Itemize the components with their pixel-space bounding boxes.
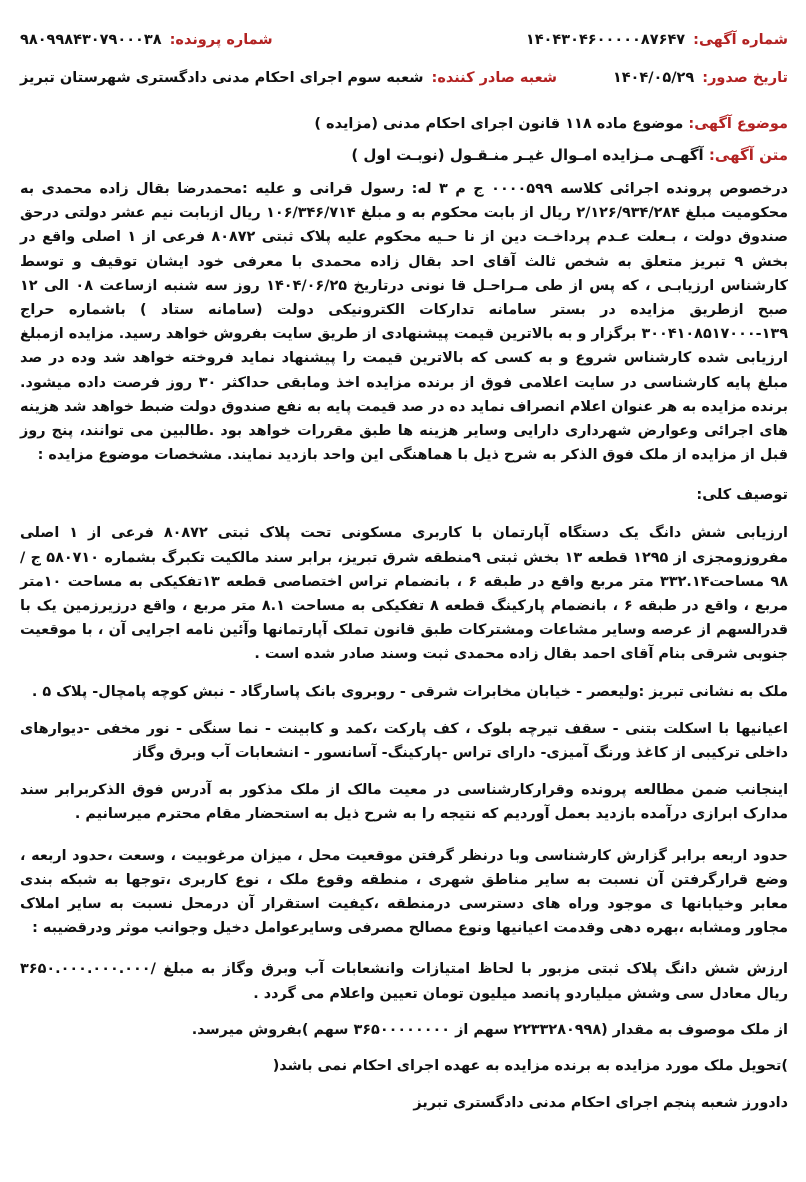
general-description-heading: توصیف کلی: <box>696 487 788 504</box>
property-description: ارزیابی شش دانگ یک دستگاه آپارتمان با کاربری مسکونی تحت پلاک ثبتی ۸۰۸۷۲ فرعی از ۱ اصلی مفروزومجزی از ۱۲۹۵ قطعه ۱۳ بخش ثبتی ۹منطقه شرق تبریز، برابر سند مالکیت تکبرگ بشماره ۵۸۰۷۱۰ ج /۹۸ مساحت۳۳۲.۱۴ متر مربع واقع در طبقه ۶ ، بانضمام تراس اختصاصی قطعه ۱۳تفکیکی به مساحت ۱۰متر مربع ، واقع در طبقه ۶ ، بانضمام پارکینگ قطعه ۸ تفکیکی به مساحت ۸.۱ متر مربع ، واقع درزیرزمین یک با قدرالسهم از عرصه وسایر مشاعات ومشترکات طبق قانون تملک آپارتمانها وآئین نامه اجرایی آن ، با موقعیت جنوبی شرقی بنام آقای احمد بقال زاده محمدی ثبت وسند صادر شده است . <box>20 525 788 663</box>
issuer-value: شعبه سوم اجرای احکام مدنی دادگستری شهرستان تبریز <box>20 70 424 86</box>
expert-statement: اینجانب ضمن مطالعه پرونده وقرارکارشناسی در معیت مالک از ملک مذکور به آدرس فوق الذکربرابر سند مدارک ابرازی درآمده بازدید بعمل آوردیم که نتیجه را به شرح ذیل به استحضار مقام محترم میرسانیم . <box>20 782 788 823</box>
valuation-amount: ارزش شش دانگ پلاک ثبتی مزبور با لحاظ امتیازات وانشعابات آب وبرق وگاز به مبلغ /۳۶۵۰.۰۰۰.۰۰۰.۰۰۰ ریال معادل سی وشش میلیاردو پانصد میلیون تومان تعیین واعلام می گردد . <box>20 961 788 1002</box>
share-for-sale: از ملک موصوف به مقدار (۲۲۳۳۲۸۰۹۹۸ سهم از ۳۶۵۰۰۰۰۰۰۰۰ سهم )بفروش میرسد. <box>191 1021 788 1038</box>
ad-subject-value: موضوع ماده ۱۱۸ قانون اجرای احکام مدنی (مزایده ) <box>314 116 684 132</box>
ad-text-label: متن آگهی: <box>708 146 788 164</box>
case-number-label: شماره پرونده: <box>169 32 273 48</box>
issue-date <box>613 68 788 88</box>
header-row-bottom <box>20 68 788 88</box>
valuation-criteria: حدود اربعه برابر گزارش کارشناسی وبا درنظر گرفتن موقعیت محل ، میزان مرغوبیت ، وسعت ،حدود اربعه ، وضع قرارگرفتن آن نسبت به سایر مناطق شهری ، منطقه وقوع ملک ، نوع کاربری ،توجها به شبکه بندی معابر وخیابانها ی موجود وراه های دسترسی درمنطقه ،کیفیت استقرار آن درمحل نسبت به سایر املاک مجاور ومشابه ،بهره دهی وقدمت اعیانیها ونوع مصالح مصرفی وسایرعوامل دخیل وجوانب موثر ودرقضیبه : <box>20 847 788 937</box>
ad-text-title: آگهـی مـزایده امـوال غیـر منـقـول (نوبـت اول ) <box>351 146 704 164</box>
issue-date-value: ۱۴۰۴/۰۵/۲۹ <box>612 70 695 86</box>
ad-subject-label: موضوع آگهی: <box>688 116 788 132</box>
ad-text-header <box>20 144 788 166</box>
ad-number <box>526 30 788 50</box>
issuing-officer: دادورز شعبه پنجم اجرای احکام مدنی دادگستری تبریز <box>413 1095 788 1112</box>
case-number-value: ۹۸۰۹۹۸۴۳۰۷۹۰۰۰۳۸ <box>20 32 162 48</box>
ad-number-value: ۱۴۰۴۳۰۴۶۰۰۰۰۰۸۷۶۴۷ <box>525 32 686 48</box>
ad-subject <box>20 114 788 134</box>
delivery-note: )تحویل ملک مورد مزایده به برنده مزایده به عهده اجرای احکام نمی باشد( <box>272 1058 788 1075</box>
main-paragraph: درخصوص پرونده اجرائی کلاسه ۰۰۰۰۵۹۹ ج م ۳ له: رسول قرانی و علیه :محمدرضا بقال زاده محمدی به محکومیت مبلغ ۲/۱۲۶/۹۳۴/۲۸۴ ریال از بابت محکوم به و مبلغ ۱۰۶/۳۴۶/۷۱۴ ریال ازبابت نیم عشر دولتی درحق صندوق دولت ، بـعلت عـدم پرداخـت دین از نا حـیه محکوم علیه پلاک ثبتی ۸۰۸۷۲ فرعی از ۱ اصلی واقع در بخش ۹ تبریز متعلق به شخص ثالث آقای احد بقال زاده محمدی با معرفی خود ایشان توقیف و توسط کارشناس ارزیابـی ، که پس از طی مـراحـل قا نونی درتاریخ ۱۴۰۴/۰۶/۲۵ روز سه شنبه ازساعت ۰۸ الی ۱۲ صبح ازطریق مزایده در بستر سامانه تدارکات الکترونیکی دولت (سامانه ستاد ) باشماره حراج ۱۳۹-۳۰۰۴۱۰۸۵۱۷۰۰۰ برگزار و به بالاترین قیمت پیشنهادی از طریق سایت بفروش خواهد رسید. مزایده ازمبلغ ارزیابی شده کارشناس شروع و به کسی که بالاترین قیمت را پیشنهاد نماید فروخته خواهد شد وده در صد مبلغ پایه کارشناسی در سایت اعلامی فوق از برنده مزایده اخذ ومابقی حداکثر ۳۰ روز فرصت داده میشود. برنده مزایده به هر عنوان اعلام انصراف نماید ده در صد قیمت پایه به نفع صندوق دولت ضبط خواهد شد هزینه های اجرائی وعوارض شهرداری دارایی وسایر هزینه ها طبق مقررات خواهد بود .طالبین می توانند، پنج روز قبل از مزایده از ملک فوق الذکر به شرح ذیل با هماهنگی این واحد بازدید نمایند. مشخصات موضوع مزایده : <box>20 181 789 464</box>
property-address: ملک به نشانی تبریز :ولیعصر - خیابان مخابرات شرقی - روبروی بانک پاسارگاد - نبش کوچه پامچال- پلاک ۵ . <box>31 683 788 700</box>
header-row-top <box>20 30 788 50</box>
building-specs: اعیانیها با اسکلت بتنی - سقف تیرچه بلوک ، کف پارکت ،کمد و کابینت - نما سنگی - نور مخفی -دیوارهای داخلی ترکیبی از کاغذ ورنگ آمیزی- دارای تراس -پارکینگ- آسانسور - انشعابات آب وبرق وگاز <box>20 720 788 762</box>
ad-number-label: شماره آگهی: <box>693 32 788 48</box>
case-number <box>20 30 273 50</box>
issue-date-label: تاریخ صدور: <box>702 70 788 86</box>
issuer <box>20 68 557 88</box>
issuer-label: شعبه صادر کننده: <box>431 70 558 86</box>
